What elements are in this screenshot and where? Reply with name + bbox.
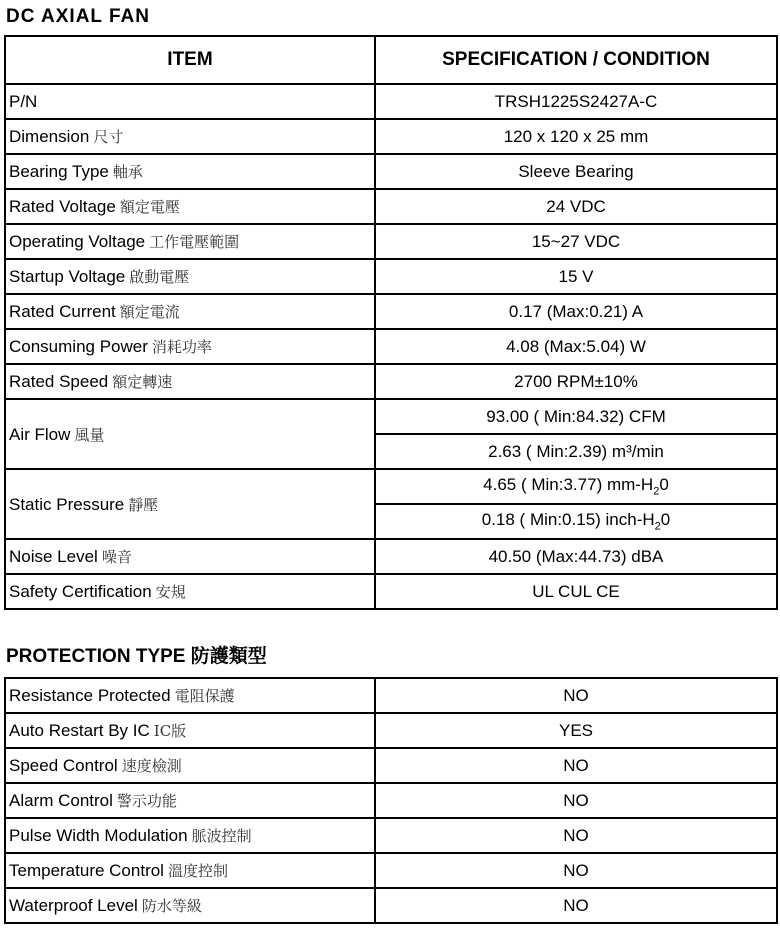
table-row [5,678,777,713]
row-label-chinese: 脈波控制 [191,827,252,845]
table-row [5,294,777,329]
row-label-cell [5,888,375,923]
row-label-cell [5,574,375,609]
value-suffix: 0 [660,510,671,530]
table-row [5,364,777,399]
row-label-cell [5,189,375,224]
page-title: DC AXIAL FAN [6,6,150,27]
row-value: 0.17 (Max:0.21) A [375,294,777,329]
row-label-cell [5,119,375,154]
row-label-chinese: 電阻保護 [174,687,235,705]
row-label: Speed Control [9,756,118,775]
row-value: 40.50 (Max:44.73) dBA [375,539,777,574]
row-label: Temperature Control [9,861,164,880]
row-label-chinese: 啟動電壓 [129,268,190,286]
protection-table [4,677,778,924]
row-label-chinese: IC版 [153,722,187,740]
table-row [5,748,777,783]
value-subscript: 2 [653,485,660,498]
row-label: Alarm Control [9,791,113,810]
row-value: NO [375,748,777,783]
row-value [375,469,777,504]
row-label-cell [5,294,375,329]
row-label: Operating Voltage [9,232,146,251]
row-label-cell [5,853,375,888]
row-label-chinese: 安規 [155,583,186,601]
row-value: 2700 RPM±10% [375,364,777,399]
row-label: Safety Certification [9,582,152,601]
row-label-cell [5,539,375,574]
row-label-chinese: 尺寸 [93,128,124,146]
row-label-chinese: 額定電流 [119,303,180,321]
row-label-cell [5,224,375,259]
spec-table [4,35,778,610]
row-label-cell [5,748,375,783]
value-subscript: 2 [654,520,661,533]
row-label: Resistance Protected [9,686,171,705]
row-value [375,504,777,539]
row-label-cell [5,329,375,364]
row-value: NO [375,888,777,923]
row-label-cell [5,364,375,399]
table-row [5,574,777,609]
row-label-chinese: 工作電壓範圍 [149,233,240,251]
row-value: 15~27 VDC [375,224,777,259]
spec-table-body [5,36,777,609]
row-value: 2.63 ( Min:2.39) m³/min [375,434,777,469]
table-row [5,119,777,154]
row-label-chinese: 溫度控制 [167,862,228,880]
row-label-cell [5,259,375,294]
row-label-cell [5,399,375,469]
row-label-chinese: 警示功能 [116,792,177,810]
row-label: Noise Level [9,547,98,566]
row-label-chinese: 噪音 [101,548,132,566]
row-label-cell [5,469,375,539]
row-value: UL CUL CE [375,574,777,609]
row-label-cell [5,84,375,119]
table-row [5,154,777,189]
row-label-chinese: 軸承 [112,163,143,181]
header-specification: SPECIFICATION / CONDITION [375,36,777,84]
header-item: ITEM [5,36,375,84]
spec-header-row [5,36,777,84]
row-label-chinese: 速度檢測 [121,757,182,775]
row-label: Dimension [9,127,90,146]
row-label-chinese: 風量 [74,425,105,444]
row-label: Startup Voltage [9,267,126,286]
row-value: 93.00 ( Min:84.32) CFM [375,399,777,434]
row-label: Auto Restart By IC [9,721,150,740]
row-value: NO [375,853,777,888]
row-label-cell [5,154,375,189]
table-row [5,259,777,294]
table-row [5,783,777,818]
row-label: Bearing Type [9,162,109,181]
row-label: Static Pressure [9,494,125,514]
value-text: 0.18 ( Min:0.15) inch-H [481,510,655,530]
row-label: Air Flow [9,424,71,444]
value-suffix: 0 [659,475,669,495]
row-label-chinese: 消耗功率 [151,338,212,356]
table-row [5,189,777,224]
row-label-chinese: 防水等級 [141,897,202,915]
row-value: YES [375,713,777,748]
table-row [5,888,777,923]
row-value: 15 V [375,259,777,294]
row-value: 120 x 120 x 25 mm [375,119,777,154]
row-label: Rated Current [9,302,116,321]
row-value: NO [375,783,777,818]
row-label-cell [5,818,375,853]
table-row [5,853,777,888]
row-value: 24 VDC [375,189,777,224]
protection-heading: PROTECTION TYPE 防護類型 [6,646,267,667]
table-row [5,399,777,434]
row-label-cell [5,713,375,748]
row-label: Waterproof Level [9,896,138,915]
table-row [5,469,777,504]
row-label: Rated Voltage [9,197,116,216]
row-value: Sleeve Bearing [375,154,777,189]
row-label-chinese: 靜壓 [128,495,159,514]
row-label: Rated Speed [9,372,109,391]
table-row [5,329,777,364]
row-value: NO [375,678,777,713]
protection-table-body [5,678,777,923]
row-label: P/N [9,91,38,111]
row-label-cell [5,678,375,713]
row-label: Pulse Width Modulation [9,826,188,845]
row-label-chinese: 額定電壓 [119,198,180,216]
row-label: Consuming Power [9,337,148,356]
value-text: 4.65 ( Min:3.77) mm-H [483,475,654,495]
row-value: TRSH1225S2427A-C [375,84,777,119]
row-value: 4.08 (Max:5.04) W [375,329,777,364]
row-label-cell [5,783,375,818]
row-label-chinese: 額定轉速 [112,373,173,391]
table-row [5,224,777,259]
row-value: NO [375,818,777,853]
table-row [5,84,777,119]
table-row [5,539,777,574]
table-row [5,713,777,748]
table-row [5,818,777,853]
